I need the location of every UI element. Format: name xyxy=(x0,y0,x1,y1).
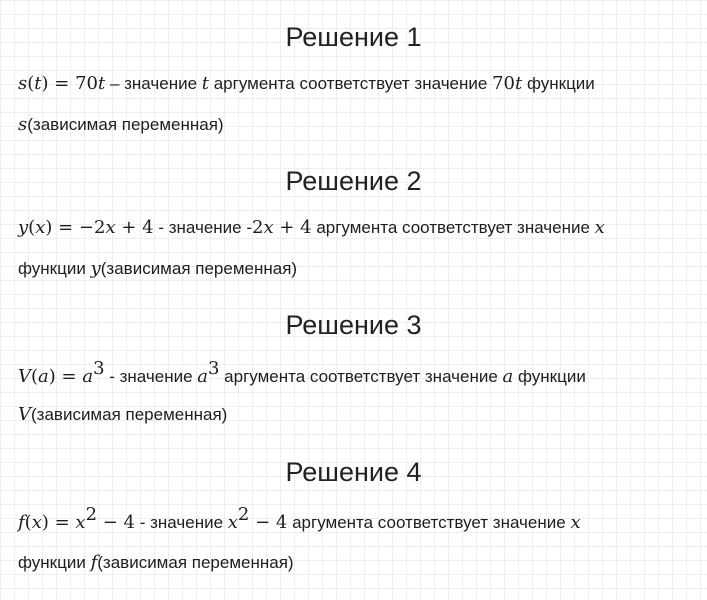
solution-3-heading: Решение 3 xyxy=(285,310,422,340)
solution-2-value: x xyxy=(594,217,605,238)
solution-1-function: s xyxy=(18,114,28,135)
solution-3-value: a xyxy=(502,366,514,387)
solution-4-heading: Решение 4 xyxy=(285,457,422,487)
solution-3-formula: $V(a) = a^3$ xyxy=(18,358,105,387)
solution-3-argument: $a^3$ xyxy=(197,358,220,387)
solution-2-formula: y(x) = −2x + 4 xyxy=(18,217,154,238)
solution-1-line-2: s(зависимая переменная) xyxy=(18,114,224,135)
solution-4-formula: $f(x) = x^2 - 4$ xyxy=(18,504,136,533)
solution-4-line-2: функции f(зависимая переменная) xyxy=(18,552,294,573)
solution-1-argument: t xyxy=(201,73,209,94)
solution-1-text: – значение xyxy=(105,74,202,93)
solution-1-value: 70t xyxy=(492,73,523,94)
solution-1-formula: s(t) = 70t xyxy=(18,73,106,94)
solution-4-argument: $x^2 - 4$ xyxy=(227,504,288,533)
solution-2-argument: 2x + 4 xyxy=(252,217,312,238)
solution-3-text: - значение xyxy=(104,367,198,386)
solution-3-function: V xyxy=(18,404,31,425)
solution-4-text: - значение xyxy=(135,513,228,532)
solution-3-line-1: $V(a) = a^3$ - значение $a^3$ аргумента соответствует значение a функции xyxy=(18,358,586,387)
solution-2-line-2: функции y(зависимая переменная) xyxy=(18,258,298,279)
solution-2-heading: Решение 2 xyxy=(285,166,422,196)
solution-4-value: x xyxy=(570,512,581,533)
solution-2-line-1: y(x) = −2x + 4 - значение -2x + 4 аргумента соответствует значение x xyxy=(18,217,605,238)
solution-1-heading: Решение 1 xyxy=(285,22,422,52)
solution-4-function: f xyxy=(90,552,98,573)
solution-1-line-1: s(t) = 70t – значение t аргумента соответствует значение 70t функции xyxy=(18,73,595,94)
solution-4-line-1: $f(x) = x^2 - 4$ - значение $x^2 - 4$ аргумента соответствует значение x xyxy=(18,504,581,533)
solution-3-line-2: V(зависимая переменная) xyxy=(18,404,228,425)
solution-2-function: y xyxy=(90,258,101,279)
solution-2-text: - значение - xyxy=(153,218,252,237)
